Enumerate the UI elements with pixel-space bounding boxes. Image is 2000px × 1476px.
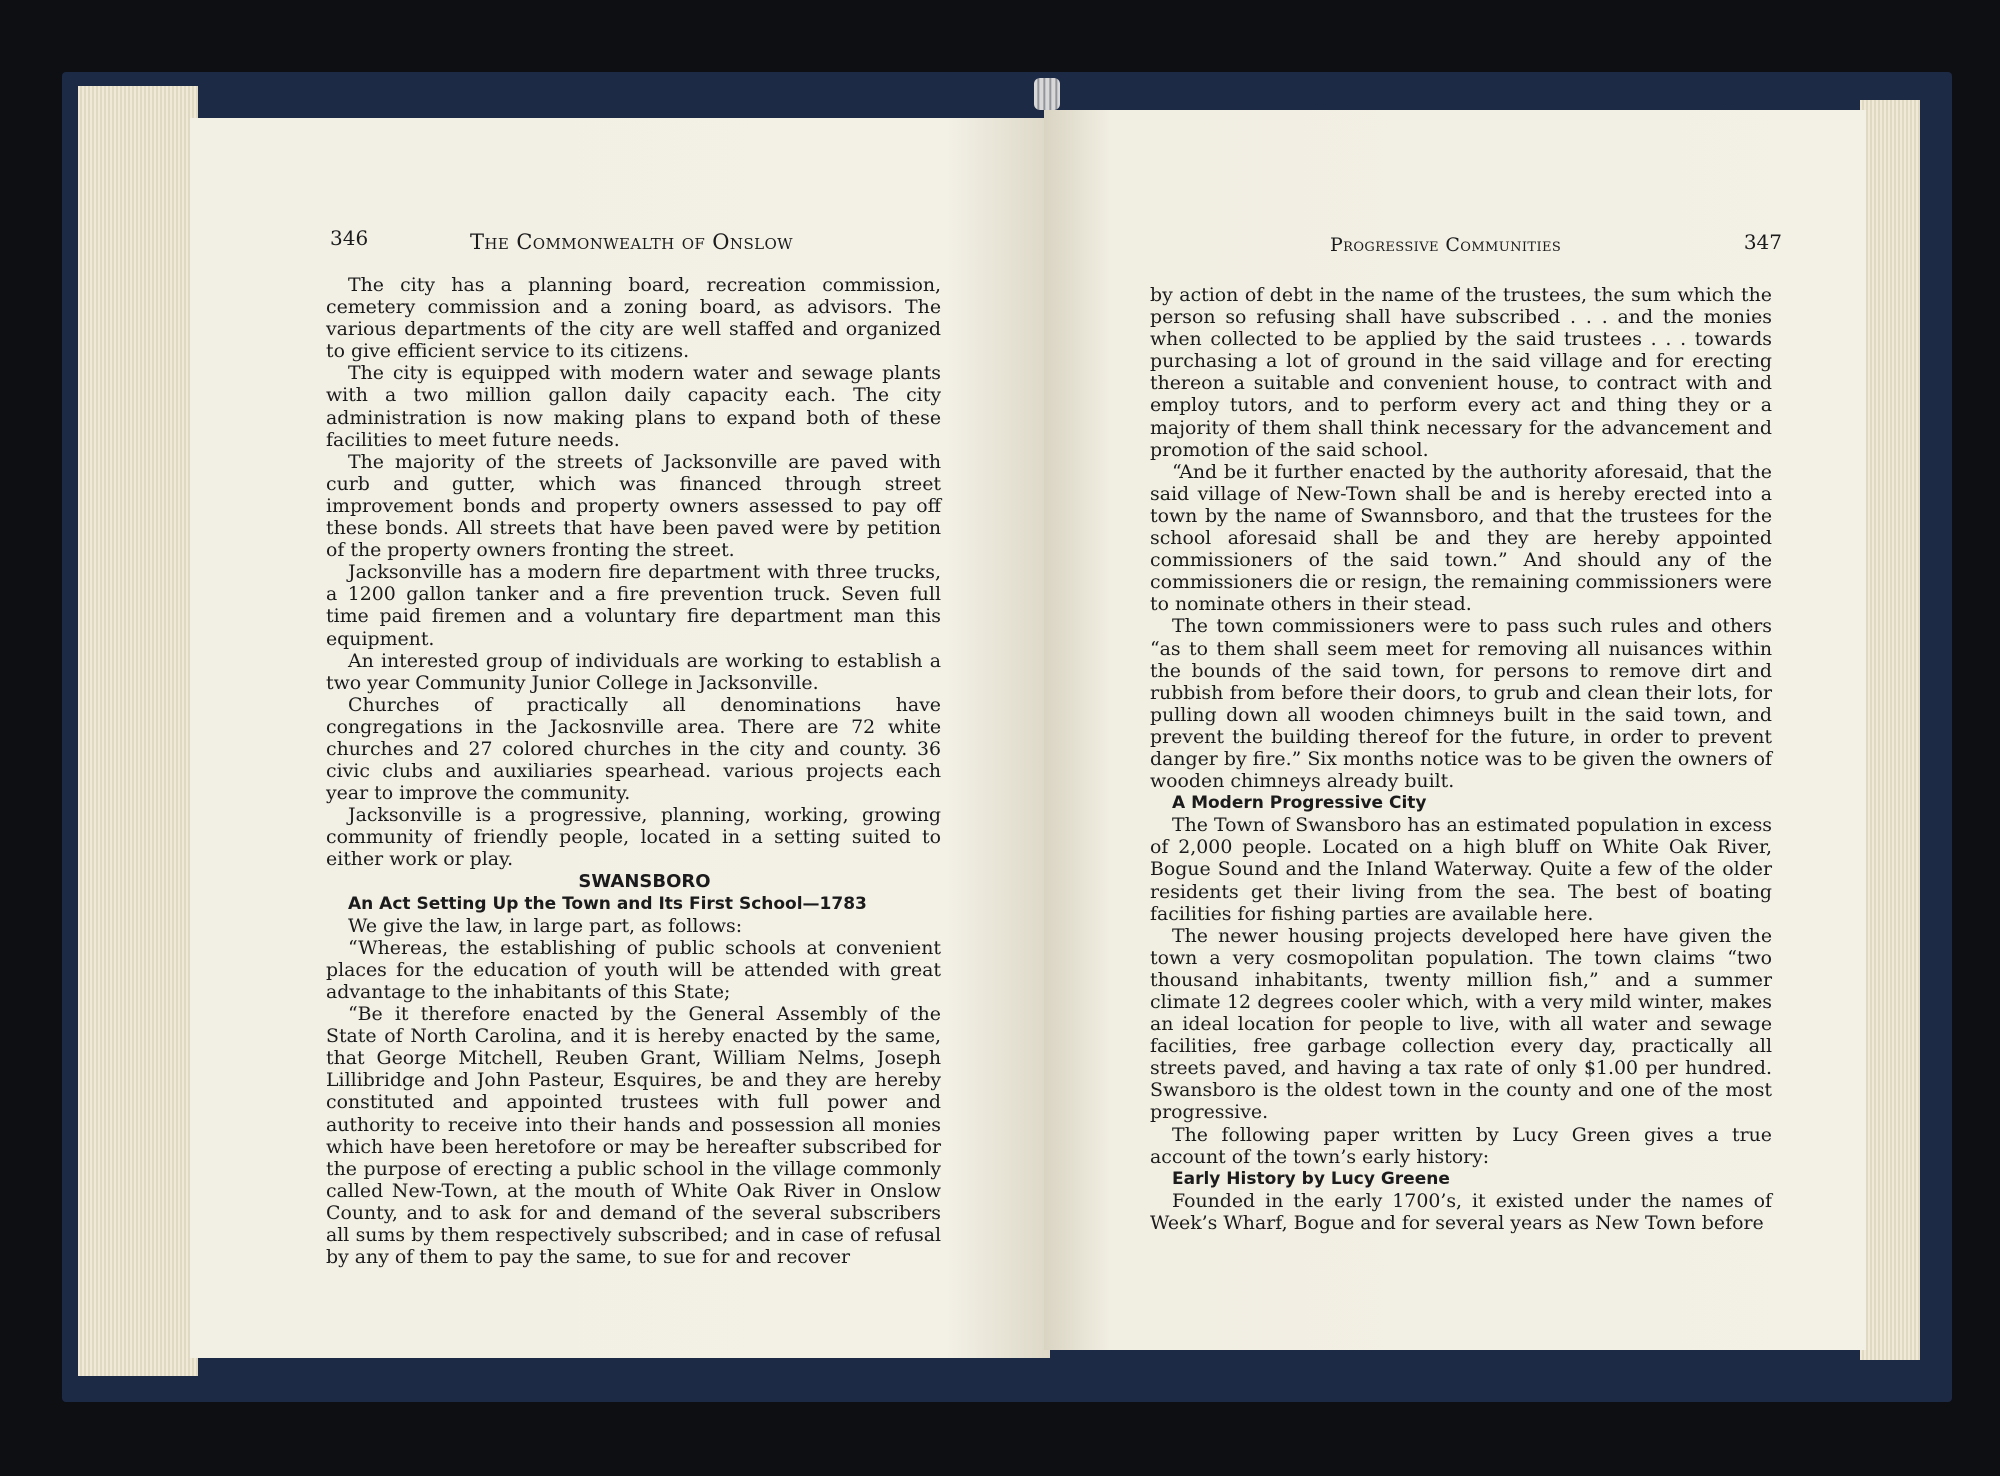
text-column <box>1150 284 1772 1234</box>
paragraph: Founded in the early 1700’s, it existed under the names of Week’s Wharf, Bogue and for several years as New Town before <box>1150 1189 1772 1234</box>
paragraph: The majority of the streets of Jacksonville are paved with curb and gutter, which was financed through street improvement bonds and property owners assessed to pay off these bonds. All streets that have been paved were by petition of the property owners fronting the street. <box>326 450 941 562</box>
running-head: The Commonwealth of Onslow <box>470 230 793 254</box>
running-head: Progressive Communities <box>1330 234 1562 256</box>
page-number: 346 <box>330 226 369 250</box>
subheading: Early History by Lucy Greene <box>1172 1168 1450 1189</box>
section-title: SWANSBORO <box>578 870 711 892</box>
paragraph: “Be it therefore enacted by the General Assembly of the State of North Carolina, and it is hereby enacted by the same, that George Mitchell, Reuben Grant, William Nelms, Joseph Lillibridge and John Pasteur, Esquires, be and they are hereby constituted and appointed trustees with full power and authority to receive into their hands and possession all monies which have been heretofore or may be hereafter subscribed for the purpose of erecting a public school in the village commonly called New-Town, at the mouth of White Oak River in Onslow County, and to ask for and demand of the several subscribers all sums by them respectively subscribed; and in case of refusal by any of them to pay the same, to sue for and recover <box>326 1003 941 1269</box>
paragraph: Jacksonville has a modern fire department with three trucks, a 1200 gallon tanker and a fire prevention truck. Seven full time paid firemen and a voluntary fire department man this equipment. <box>326 561 941 650</box>
paragraph: The newer housing projects developed here have given the town a very cosmopolitan population. The town claims “two thousand inhabitants, twenty million fish,” and a summer climate 12 degrees cooler which, with a very mild winter, makes an ideal location for people to live, with all water and sewage facilities, free garbage collection every day, practically all streets paved, and having a tax rate of only $1.00 per hundred. Swansboro is the oldest town in the county and one of the most progressive. <box>1150 924 1772 1124</box>
paragraph: The city is equipped with modern water and sewage plants with a two million gallon daily capacity each. The city administration is now making plans to expand both of these facilities to meet future needs. <box>326 362 941 451</box>
page-edges-left <box>78 86 198 1376</box>
paragraph: The city has a planning board, recreation commission, cemetery commission and a zoning board, as advisors. The various departments of the city are well staffed and organized to give efficient service to its citizens. <box>326 274 941 363</box>
binding-stitching <box>1034 78 1060 110</box>
paragraph: “And be it further enacted by the authority aforesaid, that the said village of New-Town shall be and is hereby erected into a town by the name of Swannsboro, and that the trustees for the school aforesaid shall be and they are hereby appointed commissioners of the said town.” And should any of the commissioners die or resign, the remaining commissioners were to nominate others in their stead. <box>1150 460 1772 616</box>
paragraph: The following paper written by Lucy Green gives a true account of the town’s early history: <box>1150 1123 1772 1168</box>
paragraph: An interested group of individuals are working to establish a two year Community Junior College in Jacksonville. <box>326 649 941 694</box>
paragraph: The town commissioners were to pass such rules and others “as to them shall seem meet for removing all nuisances within the bounds of the said town, for persons to remove dirt and rubbish from before their doors, to grub and clean their lots, for pulling down all wooden chimneys built in the said town, and prevent the building thereof for the future, in order to prevent danger by fire.” Six months notice was to be given the owners of wooden chimneys already built. <box>1150 615 1772 793</box>
paragraph: “Whereas, the establishing of public schools at convenient places for the education of youth will be attended with great advantage to the inhabitants of this State; <box>326 936 941 1003</box>
text-column <box>326 274 941 1268</box>
subheading: A Modern Progressive City <box>1172 793 1427 814</box>
paragraph: We give the law, in large part, as follows: <box>348 914 743 937</box>
paragraph: by action of debt in the name of the trustees, the sum which the person so refusing shall have subscribed . . . and the monies when collected to be applied by the said trustees . . . towards purchasing a lot of ground in the said village and for erecting thereon a suitable and convenient house, to contract with and employ tutors, and to perform every act and thing they or a majority of them shall think necessary for the advancement and promotion of the said school. <box>1150 284 1772 461</box>
subheading: An Act Setting Up the Town and Its First School—1783 <box>348 893 867 914</box>
page-number: 347 <box>1743 230 1782 254</box>
paragraph: Churches of practically all denominations have congregations in the Jackosnville area. There are 72 white churches and 27 colored churches in the city and county. 36 civic clubs and auxiliaries spearhead. various projects each year to improve the community. <box>326 693 941 805</box>
right-page <box>1044 110 1866 1350</box>
page-edges-right <box>1860 100 1920 1360</box>
left-page <box>190 118 1050 1358</box>
paragraph: The Town of Swansboro has an estimated population in excess of 2,000 people. Located on a high bluff on White Oak River, Bogue Sound and the Inland Waterway. Quite a few of the older residents get their living from the sea. The best of boating facilities for fishing parties are available here. <box>1150 814 1772 925</box>
paragraph: Jacksonville is a progressive, planning, working, growing community of friendly people, located in a setting suited to either work or play. <box>326 804 941 871</box>
